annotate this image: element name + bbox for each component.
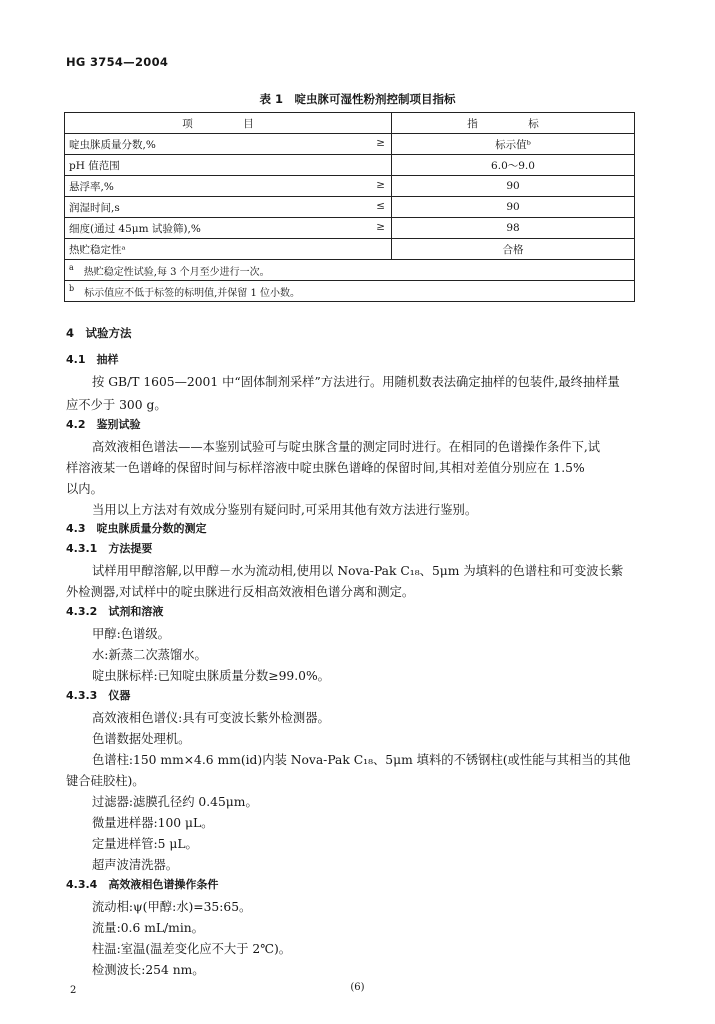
row-comparator: ≥ [376, 137, 385, 149]
paragraph-line: 过滤器:滤膜孔径约 0.45μm。 [92, 795, 258, 809]
row-item: 悬浮率,% [69, 180, 114, 193]
paragraph-line: 水:新蒸二次蒸馏水。 [92, 648, 207, 662]
row-item: 热贮稳定性ᵃ [69, 243, 126, 256]
table-row [65, 218, 635, 239]
table-row [65, 197, 635, 218]
row-value: 6.0～9.0 [392, 155, 635, 176]
row-item: 细度(通过 45μm 试验筛),% [69, 222, 201, 235]
paragraph-line: 高效液相色谱法——本鉴别试验可与啶虫脒含量的测定同时进行。在相同的色谱操作条件下,试 [92, 440, 601, 454]
note-mark: a [69, 263, 74, 273]
page-number: 2 [70, 985, 77, 996]
column-header-item: 项 目 [65, 113, 392, 134]
row-value: 合格 [392, 239, 635, 260]
column-header-value: 指 标 [392, 113, 635, 134]
row-comparator: ≥ [376, 221, 385, 233]
paragraph-line: 色谱柱:150 mm×4.6 mm(id)内装 Nova-Pak C₁₈、5μm 填料的不锈钢柱(或性能与其相当的其他 [92, 753, 631, 767]
table-header-row [65, 113, 635, 134]
paragraph-line: 柱温:室温(温差变化应不大于 2℃)。 [92, 942, 292, 956]
row-value: 98 [392, 218, 635, 239]
table-note-row [65, 260, 635, 281]
paragraph-line: 应不少于 300 g。 [66, 398, 167, 412]
section-heading: 4.2 鉴别试验 [66, 418, 141, 431]
section-heading: 4.3 啶虫脒质量分数的测定 [66, 522, 207, 535]
row-comparator: ≥ [376, 179, 385, 191]
section-heading: 4 试验方法 [66, 326, 132, 340]
table-row [65, 239, 635, 260]
paragraph-line: 微量进样器:100 μL。 [92, 816, 214, 830]
table-row [65, 176, 635, 197]
section-heading: 4.3.2 试剂和溶液 [66, 605, 164, 618]
paragraph-line: 流动相:ψ(甲醇:水)=35:65。 [92, 900, 252, 914]
row-value: 90 [392, 197, 635, 218]
section-heading: 4.1 抽样 [66, 353, 119, 366]
paragraph-line: 外检测器,对试样中的啶虫脒进行反相高效液相色谱分离和测定。 [66, 585, 415, 599]
row-value: 标示值ᵇ [392, 134, 635, 155]
paragraph-line: 当用以上方法对有效成分鉴别有疑问时,可采用其他有效方法进行鉴别。 [92, 503, 478, 517]
paragraph-line: 色谱数据处理机。 [92, 732, 191, 746]
row-comparator: ≤ [376, 200, 385, 212]
note-text: 标示值应不低于标签的标明值,并保留 1 位小数。 [84, 287, 301, 299]
paragraph-line: 检测波长:254 nm。 [92, 963, 205, 977]
paragraph-line: 样溶液某一色谱峰的保留时间与标样溶液中啶虫脒色谱峰的保留时间,其相对差值分别应在 1.5% [66, 461, 585, 475]
paragraph-line: 甲醇:色谱级。 [92, 627, 170, 641]
table-note-row [65, 281, 635, 302]
paragraph-line: 超声波清洗器。 [92, 858, 179, 872]
paragraph-line: 定量进样管:5 μL。 [92, 837, 198, 851]
paragraph-line: 按 GB/T 1605—2001 中“固体制剂采样”方法进行。用随机数表法确定抽样的包装件,最终抽样量 [92, 375, 620, 389]
specification-table [64, 112, 635, 302]
paragraph-line: 高效液相色谱仪:具有可变波长紫外检测器。 [92, 711, 330, 725]
section-heading: 4.3.3 仪器 [66, 689, 131, 702]
table-caption: 表 1 啶虫脒可湿性粉剂控制项目指标 [259, 92, 456, 106]
section-heading: 4.3.4 高效液相色谱操作条件 [66, 878, 219, 891]
note-text: 热贮稳定性试验,每 3 个月至少进行一次。 [83, 266, 270, 278]
paragraph-line: 啶虫脒标样:已知啶虫脒质量分数≥99.0%。 [92, 669, 330, 683]
paragraph-line: 键合硅胶柱)。 [66, 774, 145, 788]
section-heading: 4.3.1 方法提要 [66, 542, 153, 555]
paragraph-line: 流量:0.6 mL/min。 [92, 921, 204, 935]
table-row [65, 155, 635, 176]
document-number: HG 3754—2004 [66, 55, 169, 69]
row-value: 90 [392, 176, 635, 197]
note-mark: b [69, 284, 75, 294]
paragraph-line: 试样用甲醇溶解,以甲醇－水为流动相,使用以 Nova-Pak C₁₈、5μm 为填料的色谱柱和可变波长紫 [92, 564, 624, 578]
row-item: pH 值范围 [69, 159, 120, 172]
sheet-number: (6) [350, 982, 365, 993]
row-item: 啶虫脒质量分数,% [69, 138, 156, 151]
paragraph-line: 以内。 [66, 482, 103, 496]
table-row [65, 134, 635, 155]
row-item: 润湿时间,s [69, 201, 120, 214]
